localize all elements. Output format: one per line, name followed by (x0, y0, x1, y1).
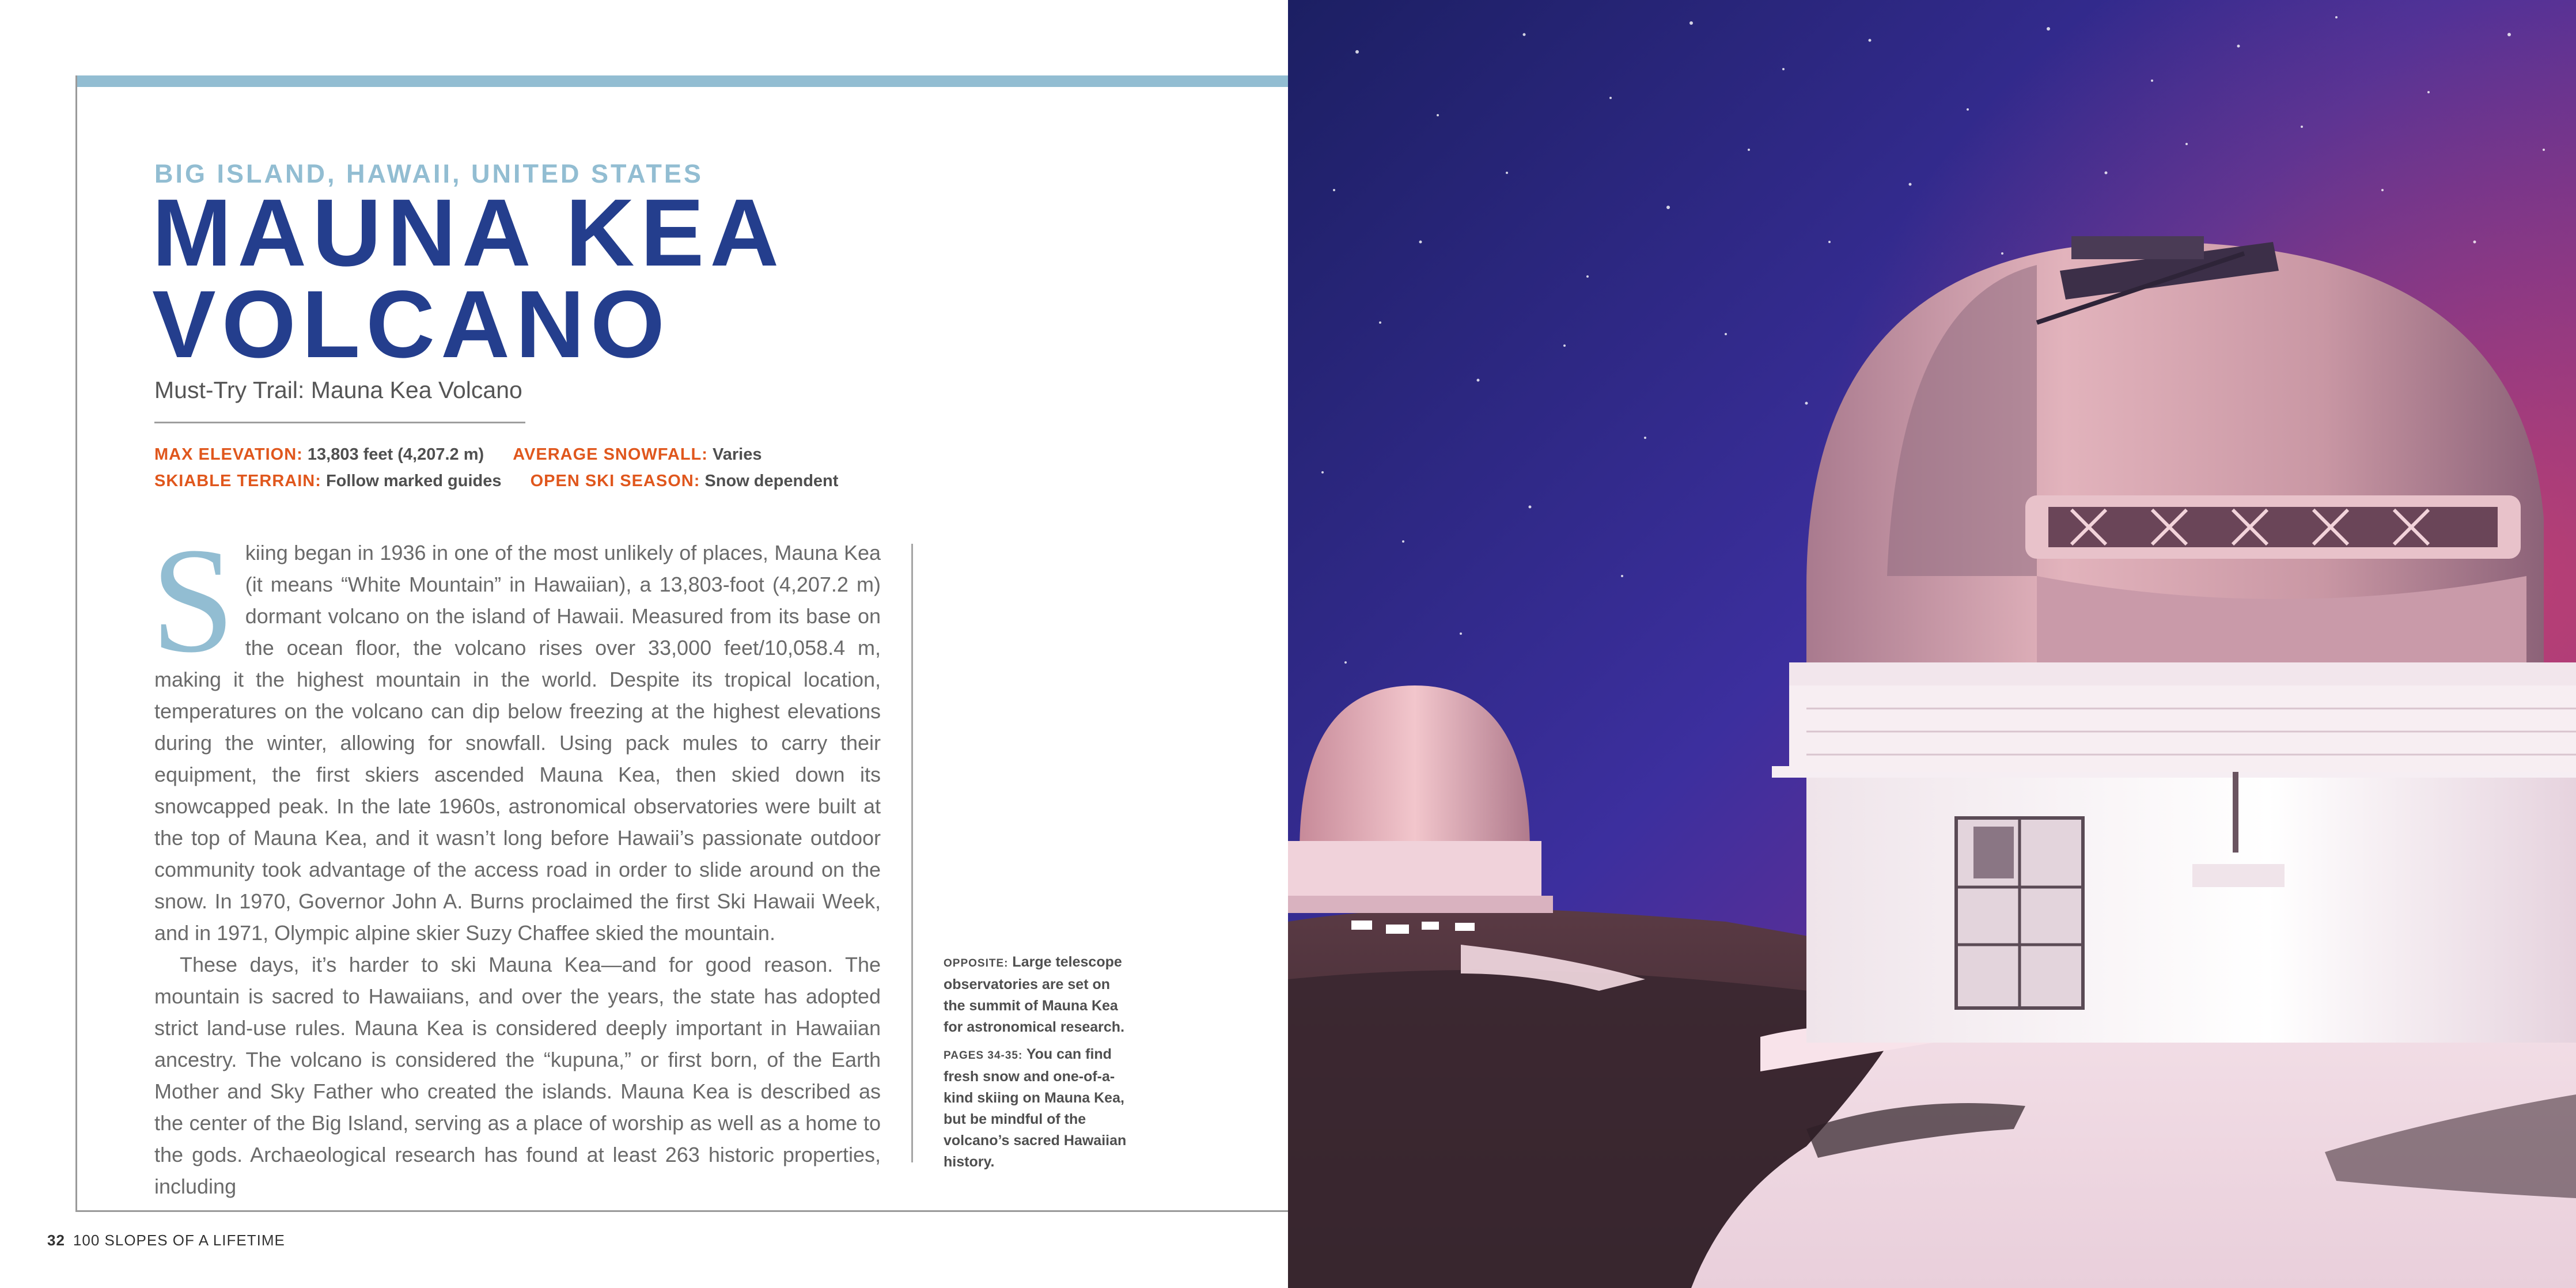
frame-left-border (75, 75, 77, 1212)
running-title: 100 SLOPES OF A LIFETIME (73, 1232, 285, 1249)
caption-opposite (944, 952, 1134, 1038)
stats-block (154, 441, 838, 494)
skiable-terrain-label: SKIABLE TERRAIN: (154, 472, 321, 490)
average-snowfall-label: AVERAGE SNOWFALL: (513, 445, 708, 464)
max-elevation-value: 13,803 feet (4,207.2 m) (307, 445, 484, 464)
title-line-2: VOLCANO (152, 271, 670, 378)
body-text-column (151, 517, 881, 1202)
max-elevation-label: MAX ELEVATION: (154, 445, 303, 464)
paragraph-1-text: kiing began in 1936 in one of the most unlikely of places, Mauna Kea (it means “White Mountain” in Hawaiian), a 13,803-foot (4,207.2 m) dormant volcano on the island of Hawaii. Measured from its base on the ocean floor, the volcano rises over 33,000 feet/10,058.4 m, making it the highest mountain in the world. Despite its tropical location, temperatures on the volcano can dip below freezing at the highest elevations during the winter, allowing for snowfall. Using pack mules to carry their equipment, the first skiers ascended Mauna Kea, then skied down its snowcapped peak. In the late 1960s, astronomical observatories were built at the top of Mauna Kea, and it wasn’t long before Hawaii’s passionate outdoor community took advantage of the access road in order to slide around on the snow. In 1970, Governor John A. Burns proclaimed the first Ski Hawaii Week, and in 1971, Olympic alpine skier Suzy Chaffee skied the mountain. (154, 541, 881, 945)
stats-row-1 (154, 441, 838, 468)
must-try-trail: Must-Try Trail: Mauna Kea Volcano (154, 377, 522, 403)
trail-divider (154, 422, 525, 423)
stats-row-2 (154, 468, 838, 494)
drop-cap: S (151, 517, 235, 684)
photo-captions (944, 952, 1134, 1179)
page-folio (47, 1232, 285, 1249)
caption-pages (944, 1044, 1134, 1173)
page-title (152, 180, 785, 378)
location-kicker: BIG ISLAND, HAWAII, UNITED STATES (154, 159, 703, 188)
page-number: 32 (47, 1232, 65, 1249)
observatory-photo-illustration (1288, 0, 2576, 1288)
caption-opposite-text: Large telescope observatories are set on the summit of Mauna Kea for astronomical research. (944, 954, 1125, 1035)
caption-pages-label: PAGES 34-35: (944, 1050, 1023, 1062)
frame-bottom-border (75, 1210, 1288, 1212)
column-divider (911, 544, 913, 1162)
body-paragraph-1 (151, 517, 881, 949)
body-paragraph-2: These days, it’s harder to ski Mauna Kea—and for good reason. The mountain is sacred to Hawaiians, and over the years, the state has adopted strict land-use rules. Mauna Kea is considered deeply important in Hawaiian ancestry. The volcano is considered the “kupuna,” or first born, of the Earth Mother and Sky Father who created the islands. Mauna Kea is described as the center of the Big Island, serving as a place of worship as well as a home to the gods. Archaeological research has found at least 263 historic properties, including (154, 953, 881, 1198)
title-line-1: MAUNA KEA (152, 180, 785, 286)
open-ski-season-label: OPEN SKI SEASON: (530, 472, 700, 490)
caption-pages-text: You can find fresh snow and one-of-a-kind skiing on Mauna Kea, but be mindful of the volcano’s sacred Hawaiian history. (944, 1046, 1127, 1170)
caption-opposite-label: OPPOSITE: (944, 957, 1009, 969)
average-snowfall-value: Varies (713, 445, 762, 464)
observatory-photo (1288, 0, 2576, 1288)
top-accent-rule (75, 75, 1288, 87)
open-ski-season-value: Snow dependent (704, 472, 839, 490)
skiable-terrain-value: Follow marked guides (325, 472, 502, 490)
